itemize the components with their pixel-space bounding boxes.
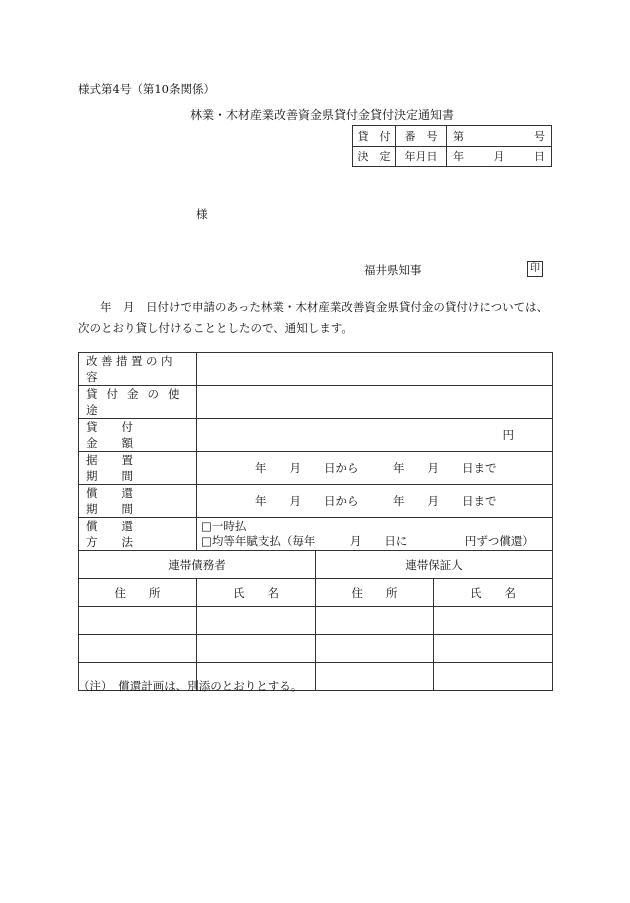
debtor-name-header: 氏 名 [197,579,316,607]
recipient-suffix: 様 [196,207,208,221]
improvement-content-label: 改善措置の内容 [79,353,197,386]
table-row [79,386,553,419]
repayment-method-label: 償還方法 [79,518,197,551]
issuer: 福井県知事 [364,263,422,277]
debtor-address-header: 住 所 [79,579,197,607]
decision-label-2: 決 定 [353,146,396,167]
decision-number-box [352,125,552,167]
repayment-method-value [197,518,553,551]
table-row [79,485,553,518]
guarantor-name-header: 氏 名 [434,579,553,607]
loan-amount-unit: 円 [197,419,553,452]
repayment-period-label: 償還期間 [79,485,197,518]
loan-details-table [78,352,553,691]
joint-guarantor-header: 連帯保証人 [316,551,553,579]
table-row [79,607,553,635]
table-row [79,419,553,452]
date-value: 年 月 日 [447,146,552,167]
loan-use-label: 貸付金の使途 [79,386,197,419]
decision-label-1: 貸 付 [353,126,396,147]
document-title: 林業・木材産業改善資金県貸付金貸付決定通知書 [190,108,455,122]
loan-amount-label: 貸付金額 [79,419,197,452]
form-number: 様式第4号（第10条関係） [78,82,215,96]
footnote: （注） 償還計画は、別添のとおりとする。 [78,679,303,693]
installment-option: □均等年賦支払（毎年 月 日に 円ずつ償還） [201,534,534,548]
number-value: 第 号 [447,126,552,147]
table-row [79,635,553,663]
body-line-1: 年 月 日付けで申請のあった林業・木材産業改善資金県貸付金の貸付けについては、 [100,300,549,314]
repayment-period-value: 年 月 日から 年 月 日まで [197,485,553,518]
joint-debtor-header: 連帯債務者 [79,551,316,579]
table-row [79,452,553,485]
table-row [79,353,553,386]
seal-stamp: 印 [527,261,543,277]
number-label: 番 号 [396,126,447,147]
deferment-period-label: 据置期間 [79,452,197,485]
loan-use-value [197,386,553,419]
lump-sum-option: □一時払 [201,519,247,533]
guarantor-address-header: 住 所 [316,579,434,607]
body-line-2: 次のとおり貸し付けることとしたので、通知します。 [78,321,353,335]
table-row [79,579,553,607]
table-row [79,551,553,579]
date-label: 年月日 [396,146,447,167]
improvement-content-value [197,353,553,386]
table-row [79,518,553,551]
deferment-period-value: 年 月 日から 年 月 日まで [197,452,553,485]
